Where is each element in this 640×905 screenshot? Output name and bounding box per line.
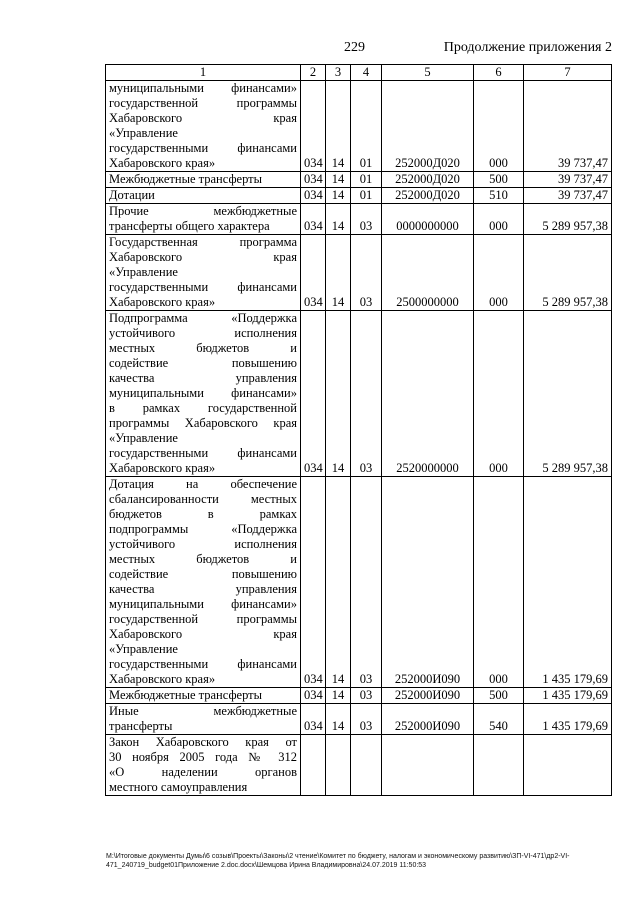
admin-code-cell: 034 bbox=[301, 188, 326, 204]
amount-cell bbox=[524, 735, 612, 796]
row-name-line: устойчивого исполнения bbox=[109, 537, 297, 551]
column-header-2: 2 bbox=[301, 65, 326, 81]
target-article-cell: 252000И090 bbox=[382, 688, 474, 704]
row-name-line: государственными финансами bbox=[109, 141, 297, 155]
section-cell bbox=[326, 735, 351, 796]
column-header-1: 1 bbox=[106, 65, 301, 81]
row-name-cell bbox=[106, 735, 301, 796]
section-cell: 14 bbox=[326, 81, 351, 172]
row-name-line: содействие повышению bbox=[109, 567, 297, 581]
table-row bbox=[106, 735, 612, 796]
row-name-line: бюджетов в рамках bbox=[109, 507, 297, 521]
row-name-line: Подпрограмма «Поддержка bbox=[109, 311, 297, 325]
row-name-cell bbox=[106, 704, 301, 735]
row-name-line: Хабаровского края» bbox=[109, 156, 216, 170]
column-header-4: 4 bbox=[351, 65, 382, 81]
section-cell: 14 bbox=[326, 311, 351, 477]
row-name-cell bbox=[106, 477, 301, 688]
row-name-cell bbox=[106, 81, 301, 172]
amount-cell: 1 435 179,69 bbox=[524, 704, 612, 735]
admin-code-cell: 034 bbox=[301, 204, 326, 235]
row-name-line: Межбюджетные трансферты bbox=[109, 172, 263, 186]
amount-cell: 39 737,47 bbox=[524, 172, 612, 188]
amount-cell: 1 435 179,69 bbox=[524, 688, 612, 704]
subsection-cell bbox=[351, 735, 382, 796]
footer-line: М:\Итоговые документы Думы\6 созыв\Проекты\Законы\2 чтение\Комитет по бюджету, налогам и экономическому развитию\ЗП-VI-471\др2-VI- bbox=[106, 853, 570, 860]
table-row bbox=[106, 81, 612, 172]
row-name-cell bbox=[106, 235, 301, 311]
row-name-line: государственными финансами bbox=[109, 446, 297, 460]
row-name-line: 30 ноября 2005 года № 312 bbox=[109, 750, 297, 764]
row-name-line: Прочие межбюджетные bbox=[109, 204, 297, 218]
target-article-cell: 2520000000 bbox=[382, 311, 474, 477]
row-name-line: сбалансированности местных bbox=[109, 492, 297, 506]
table-row bbox=[106, 188, 612, 204]
expense-type-cell: 000 bbox=[474, 235, 524, 311]
row-name-line: Иные межбюджетные bbox=[109, 704, 297, 718]
row-name-line: Хабаровского края» bbox=[109, 461, 216, 475]
target-article-cell: 2500000000 bbox=[382, 235, 474, 311]
section-cell: 14 bbox=[326, 204, 351, 235]
subsection-cell: 03 bbox=[351, 688, 382, 704]
target-article-cell: 252000Д020 bbox=[382, 188, 474, 204]
row-name-line: государственными финансами bbox=[109, 657, 297, 671]
table-row bbox=[106, 204, 612, 235]
section-cell: 14 bbox=[326, 688, 351, 704]
admin-code-cell: 034 bbox=[301, 235, 326, 311]
target-article-cell: 252000Д020 bbox=[382, 172, 474, 188]
admin-code-cell: 034 bbox=[301, 81, 326, 172]
expense-type-cell: 500 bbox=[474, 688, 524, 704]
row-name-line: государственной программы bbox=[109, 96, 297, 110]
continuation-label: Продолжение приложения 2 bbox=[443, 40, 612, 55]
target-article-cell: 0000000000 bbox=[382, 204, 474, 235]
admin-code-cell: 034 bbox=[301, 172, 326, 188]
amount-cell: 5 289 957,38 bbox=[524, 204, 612, 235]
row-name-line: муниципальными финансами» bbox=[109, 386, 297, 400]
amount-cell: 1 435 179,69 bbox=[524, 477, 612, 688]
row-name-line: подпрограммы «Поддержка bbox=[109, 522, 297, 536]
row-name-line: государственной программы bbox=[109, 612, 297, 626]
row-name-line: Межбюджетные трансферты bbox=[109, 688, 263, 702]
row-name-cell bbox=[106, 688, 301, 704]
target-article-cell: 252000И090 bbox=[382, 477, 474, 688]
row-name-line: качества управления bbox=[109, 582, 297, 596]
row-name-line: качества управления bbox=[109, 371, 297, 385]
footer-line: 471_240719_budget01Приложение 2.doc.docx\Шемцова Ирина Владимировна\24.07.2019 11:50:53 bbox=[106, 862, 427, 869]
row-name-line: устойчивого исполнения bbox=[109, 326, 297, 340]
subsection-cell: 03 bbox=[351, 235, 382, 311]
section-cell: 14 bbox=[326, 235, 351, 311]
expense-type-cell: 000 bbox=[474, 477, 524, 688]
subsection-cell: 01 bbox=[351, 81, 382, 172]
section-cell: 14 bbox=[326, 188, 351, 204]
table-row bbox=[106, 704, 612, 735]
row-name-line: местных бюджетов и bbox=[109, 341, 297, 355]
column-header-7: 7 bbox=[524, 65, 612, 81]
amount-cell: 39 737,47 bbox=[524, 188, 612, 204]
expense-type-cell: 000 bbox=[474, 81, 524, 172]
row-name-line: «Управление bbox=[109, 126, 178, 140]
row-name-cell bbox=[106, 311, 301, 477]
subsection-cell: 03 bbox=[351, 704, 382, 735]
amount-cell: 5 289 957,38 bbox=[524, 311, 612, 477]
expense-type-cell: 000 bbox=[474, 204, 524, 235]
row-name-line: Хабаровского края» bbox=[109, 295, 216, 309]
expense-type-cell: 540 bbox=[474, 704, 524, 735]
expense-type-cell: 000 bbox=[474, 311, 524, 477]
column-header-5: 5 bbox=[382, 65, 474, 81]
row-name-line: Закон Хабаровского края от bbox=[109, 735, 297, 749]
row-name-cell bbox=[106, 172, 301, 188]
section-cell: 14 bbox=[326, 477, 351, 688]
section-cell: 14 bbox=[326, 172, 351, 188]
admin-code-cell: 034 bbox=[301, 704, 326, 735]
target-article-cell: 252000И090 bbox=[382, 704, 474, 735]
table-row bbox=[106, 311, 612, 477]
row-name-line: трансферты общего характера bbox=[109, 219, 270, 233]
target-article-cell: 252000Д020 bbox=[382, 81, 474, 172]
page-number: 229 bbox=[344, 40, 365, 55]
table-row bbox=[106, 688, 612, 704]
table-row bbox=[106, 477, 612, 688]
row-name-line: программы Хабаровского края bbox=[109, 416, 297, 430]
row-name-line: Государственная программа bbox=[109, 235, 297, 249]
column-header-3: 3 bbox=[326, 65, 351, 81]
row-name-line: «О наделении органов bbox=[109, 765, 297, 779]
row-name-line: муниципальными финансами» bbox=[109, 81, 297, 95]
amount-cell: 39 737,47 bbox=[524, 81, 612, 172]
row-name-line: Хабаровского края bbox=[109, 627, 297, 641]
subsection-cell: 03 bbox=[351, 311, 382, 477]
table-header-row bbox=[106, 65, 612, 81]
subsection-cell: 03 bbox=[351, 477, 382, 688]
row-name-line: трансферты bbox=[109, 719, 173, 733]
row-name-line: «Управление bbox=[109, 431, 178, 445]
row-name-line: Хабаровского края» bbox=[109, 672, 216, 686]
row-name-line: в рамках государственной bbox=[109, 401, 297, 415]
admin-code-cell: 034 bbox=[301, 688, 326, 704]
subsection-cell: 01 bbox=[351, 172, 382, 188]
subsection-cell: 03 bbox=[351, 204, 382, 235]
admin-code-cell: 034 bbox=[301, 477, 326, 688]
amount-cell: 5 289 957,38 bbox=[524, 235, 612, 311]
target-article-cell bbox=[382, 735, 474, 796]
admin-code-cell: 034 bbox=[301, 311, 326, 477]
row-name-line: Хабаровского края bbox=[109, 250, 297, 264]
row-name-cell bbox=[106, 204, 301, 235]
document-path-footer bbox=[106, 852, 616, 870]
subsection-cell: 01 bbox=[351, 188, 382, 204]
admin-code-cell bbox=[301, 735, 326, 796]
row-name-line: муниципальными финансами» bbox=[109, 597, 297, 611]
row-name-line: содействие повышению bbox=[109, 356, 297, 370]
row-name-line: «Управление bbox=[109, 265, 178, 279]
budget-table bbox=[105, 64, 612, 796]
row-name-cell bbox=[106, 188, 301, 204]
row-name-line: местного самоуправления bbox=[109, 780, 248, 794]
row-name-line: «Управление bbox=[109, 642, 178, 656]
row-name-line: Дотация на обеспечение bbox=[109, 477, 297, 491]
row-name-line: Дотации bbox=[109, 188, 155, 202]
section-cell: 14 bbox=[326, 704, 351, 735]
expense-type-cell: 510 bbox=[474, 188, 524, 204]
table-row bbox=[106, 235, 612, 311]
column-header-6: 6 bbox=[474, 65, 524, 81]
table-row bbox=[106, 172, 612, 188]
row-name-line: государственными финансами bbox=[109, 280, 297, 294]
expense-type-cell bbox=[474, 735, 524, 796]
row-name-line: Хабаровского края bbox=[109, 111, 297, 125]
table-body bbox=[106, 81, 612, 796]
row-name-line: местных бюджетов и bbox=[109, 552, 297, 566]
expense-type-cell: 500 bbox=[474, 172, 524, 188]
